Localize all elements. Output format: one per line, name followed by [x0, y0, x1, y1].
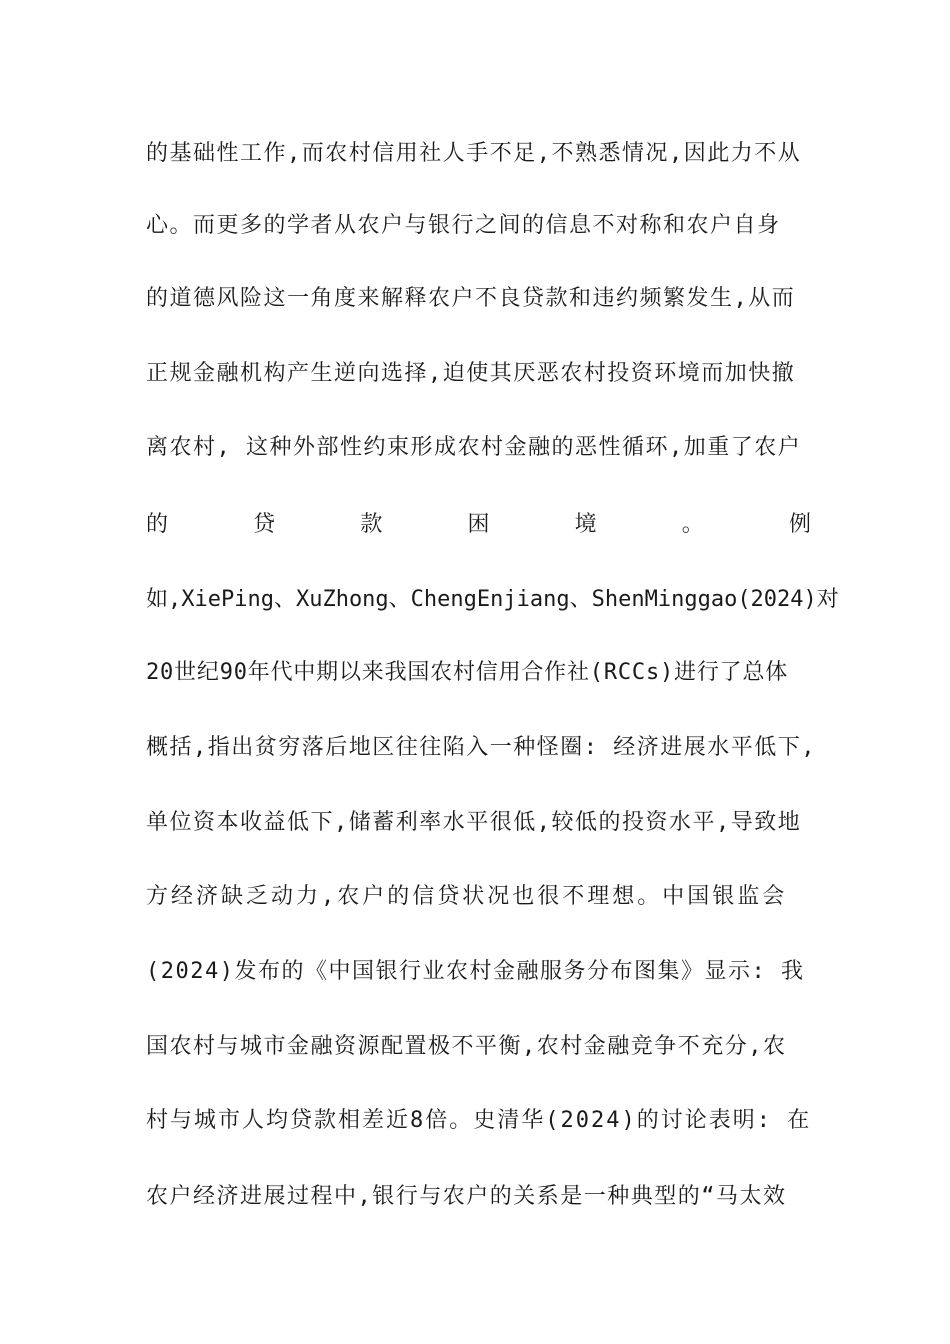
text-line-6: 如,XiePing、XuZhong、ChengEnjiang、ShenMinggao(2024)对 — [146, 587, 839, 612]
spread-char: 款 — [360, 512, 383, 537]
text-line-7: 20世纪90年代中期以来我国农村信用合作社(RCCs)进行了总体 — [146, 660, 789, 685]
text-line-14: 农户经济进展过程中,银行与农户的关系是一种典型的“马太效 — [146, 1184, 787, 1209]
text-line-8: 概括,指出贫穷落后地区往往陷入一种怪圈: 经济进展水平低下, — [146, 735, 816, 760]
spread-char: 。 — [681, 512, 704, 537]
text-line-9: 单位资本收益低下,储蓄利率水平很低,较低的投资水平,导致地 — [146, 810, 802, 835]
spread-char: 的 — [146, 512, 169, 537]
text-line-2: 心。而更多的学者从农户与银行之间的信息不对称和农户自身 — [146, 213, 781, 238]
text-line-1: 的基础性工作,而农村信用社人手不足,不熟悉情况,因此力不从 — [146, 141, 802, 166]
text-line-5: 离农村, 这种外部性约束形成农村金融的恶性循环,加重了农户 — [146, 435, 802, 460]
justified-line — [146, 510, 811, 540]
spread-char: 境 — [574, 512, 597, 537]
spread-char: 困 — [467, 512, 490, 537]
text-line-4: 正规金融机构产生逆向选择,迫使其厌恶农村投资环境而加快撤 — [146, 361, 796, 386]
spread-char: 例 — [788, 512, 811, 537]
text-line-10: 方经济缺乏动力,农户的信贷状况也很不理想。中国银监会 — [146, 884, 788, 909]
text-line-11: (2024)发布的《中国银行业农村金融服务分布图集》显示: 我 — [146, 959, 805, 984]
text-line-12: 国农村与城市金融资源配置极不平衡,农村金融竞争不充分,农 — [146, 1034, 787, 1059]
text-line-13: 村与城市人均贷款相差近8倍。史清华(2024)的讨论表明: 在 — [146, 1108, 812, 1133]
spread-char: 贷 — [253, 512, 276, 537]
text-line-3: 的道德风险这一角度来解释农户不良贷款和违约频繁发生,从而 — [146, 286, 796, 311]
